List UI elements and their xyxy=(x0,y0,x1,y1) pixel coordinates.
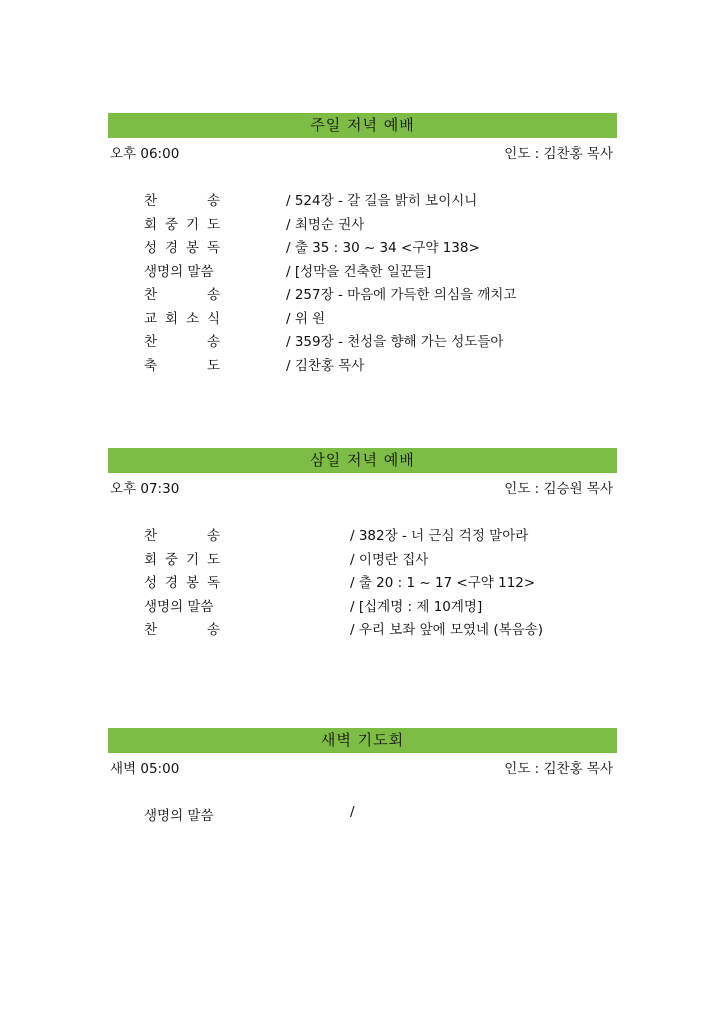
item-label: 찬 송 xyxy=(144,528,220,544)
section-title: 삼일 저녁 예배 xyxy=(108,448,617,473)
info-row xyxy=(108,755,617,779)
item-label: 성 경 봉 독 xyxy=(144,240,220,256)
item-label: 생명의 말씀 xyxy=(144,598,214,615)
item-value: / 이명란 집사 xyxy=(350,551,429,568)
item-label: 생명의 말씀 xyxy=(144,263,214,280)
item-label: 교 회 소 식 xyxy=(144,310,220,327)
section-title: 주일 저녁 예배 xyxy=(108,113,617,138)
item-value: / 우리 보좌 앞에 모였네 (복음송) xyxy=(350,622,544,638)
item-value: / 359장 - 천성을 향해 가는 성도들아 xyxy=(286,334,504,350)
item-label: 찬 송 xyxy=(144,622,220,638)
service-time: 오후 06:00 xyxy=(110,146,180,162)
service-leader: 인도 : 김승원 목사 xyxy=(504,481,613,497)
section-sunday-evening xyxy=(108,113,617,374)
info-row xyxy=(108,140,617,164)
item-value: / 김찬홍 목사 xyxy=(286,357,365,374)
item-label: 찬 송 xyxy=(144,334,220,350)
item-value: / [성막을 건축한 일꾼들] xyxy=(286,263,432,280)
section-title: 새벽 기도회 xyxy=(108,728,617,753)
service-time: 새벽 05:00 xyxy=(110,761,180,777)
item-label: 찬 송 xyxy=(144,287,220,303)
item-value: / [십계명 : 제 10계명] xyxy=(350,598,483,615)
section-dawn-prayer xyxy=(108,728,617,824)
item-value: / xyxy=(350,804,355,820)
item-label: 성 경 봉 독 xyxy=(144,575,220,591)
item-value: / 출 20 : 1 ~ 17 <구약 112> xyxy=(350,575,536,591)
item-value: / 출 35 : 30 ~ 34 <구약 138> xyxy=(286,240,480,256)
item-label: 찬 송 xyxy=(144,193,220,209)
item-value: / 524장 - 갈 길을 밝히 보이시니 xyxy=(286,193,478,209)
item-label: 생명의 말씀 xyxy=(144,808,214,824)
item-value: / 382장 - 너 근심 걱정 말아라 xyxy=(350,528,529,544)
service-time: 오후 07:30 xyxy=(110,481,180,497)
item-value: / 위 원 xyxy=(286,310,326,327)
item-value: / 최명순 권사 xyxy=(286,216,365,233)
item-label: 회 중 기 도 xyxy=(144,216,220,233)
item-value: / 257장 - 마음에 가득한 의심을 깨치고 xyxy=(286,287,517,303)
section-wednesday-evening xyxy=(108,448,617,638)
item-label: 축 도 xyxy=(144,357,220,374)
service-leader: 인도 : 김찬홍 목사 xyxy=(504,761,613,777)
item-label: 회 중 기 도 xyxy=(144,551,220,568)
service-leader: 인도 : 김찬홍 목사 xyxy=(504,146,613,162)
info-row xyxy=(108,475,617,499)
